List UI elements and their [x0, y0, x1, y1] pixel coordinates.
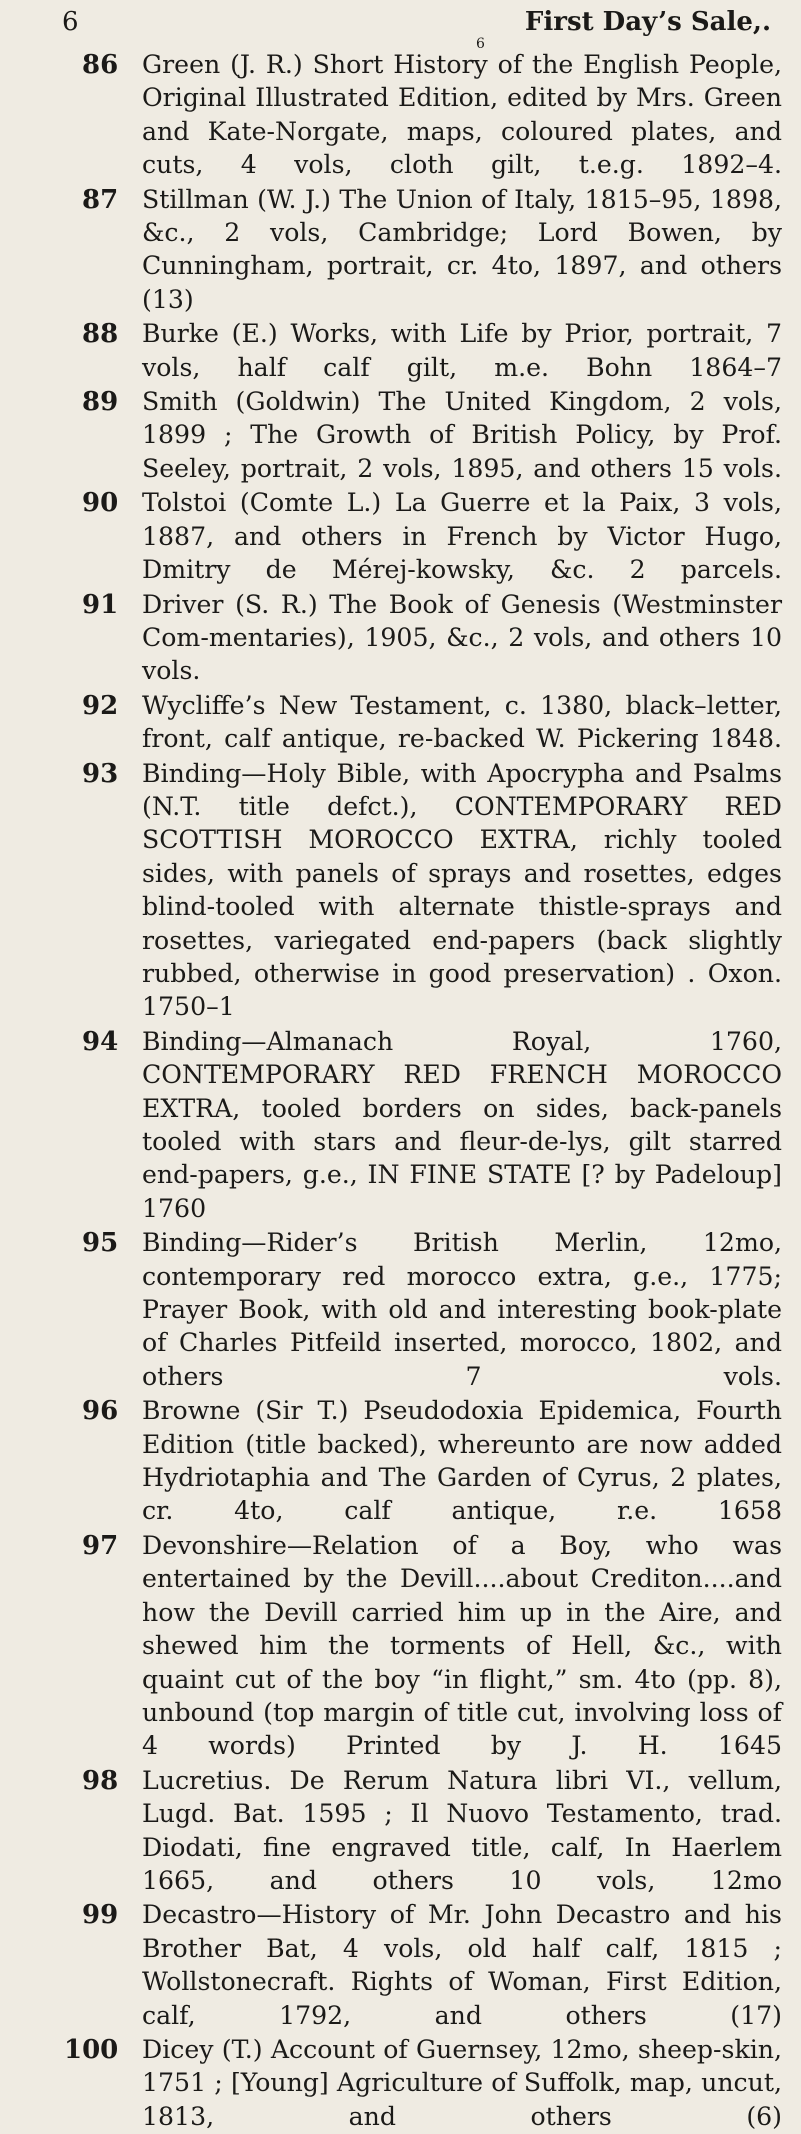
lot-number: 88	[82, 319, 119, 350]
lot-description: Decastro—History of Mr. John Decastro and his Brother Bat, 4 vols, old half calf, 1815 ; Wollstonecraft. Rights of Woman, First Edition, calf, 1792, and others (17)	[142, 1900, 782, 2030]
lot-description: Driver (S. R.) The Book of Genesis (Westminster Com-mentaries), 1905, &c., 2 vols, and others 10 vols.	[142, 589, 782, 686]
header-title: First Day’s Sale,.	[524, 7, 771, 37]
lot-number: 86	[82, 50, 119, 80]
lot-number: 98	[82, 1765, 119, 1796]
lot-list	[0, 48, 801, 2134]
lot-description: Green (J. R.) Short History of the English People, Original Illustrated Edition, edited by Mrs. Green and Kate-Norgate, maps, coloured plates, and cuts, 4 vols, cloth gilt, t.e.g. 1892–4.	[142, 50, 782, 180]
lot-description: Lucretius. De Rerum Natura libri VI., vellum, Lugd. Bat. 1595 ; Il Nuovo Testamento, trad. Diodati, fine engraved title, calf, In Haerlem 1665, and others 10 vols, 12mo	[142, 1765, 782, 1895]
lot-entry	[0, 385, 801, 485]
lot-entry	[0, 183, 801, 317]
lot-number: 92	[82, 690, 119, 721]
lot-number: 100	[64, 2034, 119, 2065]
lot-entry	[0, 1025, 801, 1225]
lot-description: Burke (E.) Works, with Life by Prior, portrait, 7 vols, half calf gilt, m.e. Bohn 1864–7	[142, 319, 782, 382]
running-head	[62, 2, 771, 42]
lot-number: 93	[82, 758, 119, 789]
lot-entry	[0, 1898, 801, 2032]
lot-number: 99	[82, 1900, 119, 1931]
lot-entry	[0, 588, 801, 688]
lot-description: Binding—Holy Bible, with Apocrypha and Psalms (N.T. title defct.), CONTEMPORARY RED SCOTTISH MOROCCO EXTRA, richly tooled sides, with panels of sprays and rosettes, edges blind-tooled with alternate thistle-sprays and rosettes, variegated end-papers (back slightly rubbed, otherwise in good preservation) . Oxon. 1750–1	[142, 758, 782, 1022]
lot-number: 96	[82, 1396, 119, 1427]
lot-entry	[0, 317, 801, 384]
lot-entry	[0, 1529, 801, 1763]
lot-description: Browne (Sir T.) Pseudodoxia Epidemica, Fourth Edition (title backed), whereunto are now added Hydriotaphia and The Garden of Cyrus, 2 plates, cr. 4to, calf antique, r.e. 1658	[142, 1396, 782, 1526]
lot-number: 97	[82, 1530, 119, 1561]
lot-description: Smith (Goldwin) The United Kingdom, 2 vols, 1899 ; The Growth of British Policy, by Prof. Seeley, portrait, 2 vols, 1895, and others 15 vols.	[142, 387, 782, 483]
lot-number: 89	[82, 387, 119, 418]
lot-description: Dicey (T.) Account of Guernsey, 12mo, sheep-skin, 1751 ; [Young] Agriculture of Suffolk, map, uncut, 1813, and others (6)	[142, 2034, 782, 2131]
lot-entry	[0, 1764, 801, 1898]
lot-entry	[0, 1226, 801, 1393]
lot-description: Wycliffe’s New Testament, c. 1380, black–letter, front, calf antique, re-backed W. Pickering 1848.	[142, 690, 782, 754]
lot-description: Stillman (W. J.) The Union of Italy, 1815–95, 1898, &c., 2 vols, Cambridge; Lord Bowen, by Cunningham, portrait, cr. 4to, 1897, and others (13)	[142, 184, 782, 314]
lot-description: Binding—Almanach Royal, 1760, CONTEMPORARY RED FRENCH MOROCCO EXTRA, tooled borders on sides, back-panels tooled with stars and fleur-de-lys, gilt starred end-papers, g.e., IN FINE STATE [? by Padeloup] 1760	[142, 1026, 782, 1223]
ornament: 6	[476, 36, 485, 52]
lot-description: Tolstoi (Comte L.) La Guerre et la Paix, 3 vols, 1887, and others in French by Victor Hugo, Dmitry de Mérej-kowsky, &c. 2 parcels.	[142, 488, 782, 585]
lot-entry	[0, 2033, 801, 2133]
lot-entry	[0, 1394, 801, 1528]
lot-entry	[0, 486, 801, 586]
lot-description: Devonshire—Relation of a Boy, who was entertained by the Devill....about Crediton....and how the Devill carried him up in the Aire, and shewed him the torments of Hell, &c., with quaint cut of the boy “in flight,” sm. 4to (pp. 8), unbound (top margin of title cut, involving loss of 4 words) Printed by J. H. 1645	[142, 1530, 782, 1761]
lot-number: 87	[82, 184, 119, 215]
lot-number: 95	[82, 1228, 119, 1259]
lot-entry	[0, 48, 801, 182]
lot-number: 90	[82, 488, 119, 519]
lot-entry	[0, 689, 801, 756]
lot-description: Binding—Rider’s British Merlin, 12mo, contemporary red morocco extra, g.e., 1775; Prayer Book, with old and interesting book-plate of Charles Pitfeild inserted, morocco, 1802, and others 7 vols.	[142, 1228, 782, 1391]
lot-entry	[0, 757, 801, 1024]
lot-number: 91	[82, 589, 119, 620]
lot-number: 94	[82, 1026, 119, 1057]
page-number: 6	[62, 7, 79, 37]
